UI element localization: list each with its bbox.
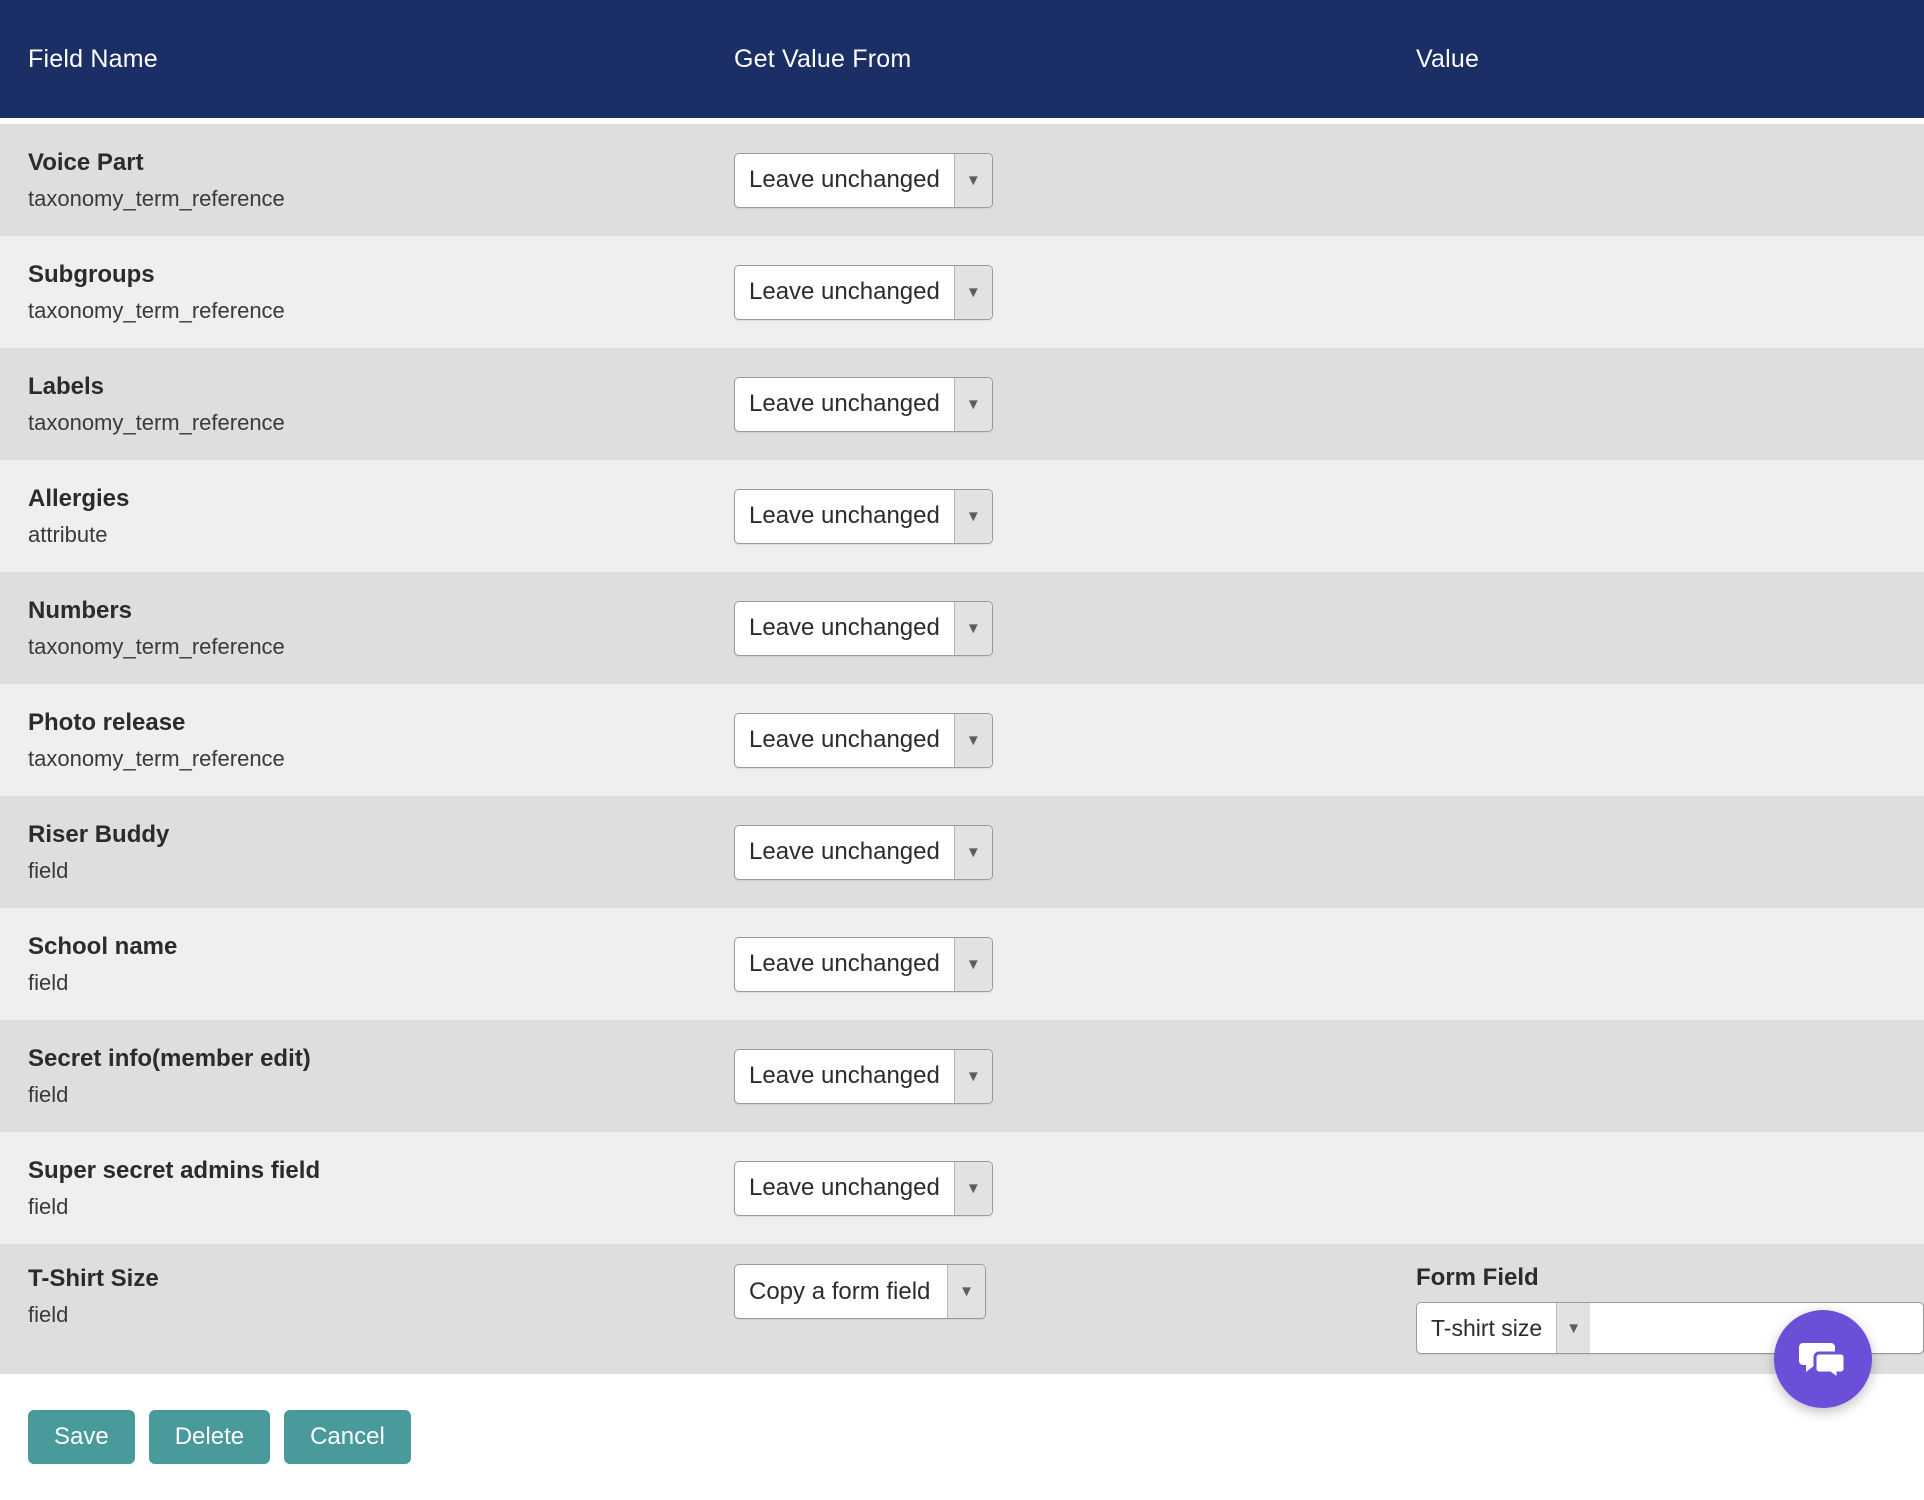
chevron-down-icon: ▼ [954, 714, 992, 767]
get-value-from-select[interactable] [734, 713, 993, 768]
get-value-from-select-value: Leave unchanged [749, 950, 940, 977]
get-value-from-select[interactable] [734, 153, 993, 208]
get-value-from-select[interactable] [734, 489, 993, 544]
field-label: T-Shirt Size [28, 1265, 159, 1292]
get-value-from-select[interactable] [734, 1161, 993, 1216]
field-label: Riser Buddy [28, 820, 170, 848]
get-value-from-select-value: Leave unchanged [749, 1174, 940, 1201]
field-name-cell [28, 1044, 734, 1108]
field-type: taxonomy_term_reference [28, 745, 285, 771]
chevron-down-icon: ▼ [954, 154, 992, 207]
field-label: Labels [28, 372, 105, 400]
table-row [0, 236, 1924, 348]
column-header-field-name: Field Name [28, 44, 158, 73]
table-row [0, 1020, 1924, 1132]
field-type: field [28, 1193, 69, 1219]
get-value-from-cell [734, 825, 1416, 880]
form-field-label: Form Field [1416, 1264, 1539, 1291]
get-value-from-select-value: Leave unchanged [749, 390, 940, 417]
table-header-row [0, 0, 1924, 118]
field-type: taxonomy_term_reference [28, 633, 285, 659]
table-row [0, 348, 1924, 460]
chevron-down-icon: ▼ [954, 938, 992, 991]
get-value-from-select-value: Leave unchanged [749, 726, 940, 753]
field-name-cell [28, 260, 734, 324]
chevron-down-icon: ▼ [954, 602, 992, 655]
chevron-down-icon: ▼ [954, 826, 992, 879]
table-row [0, 1244, 1924, 1374]
form-field-select-value: T-shirt size [1431, 1314, 1543, 1341]
table-row [0, 572, 1924, 684]
get-value-from-select[interactable] [734, 265, 993, 320]
field-name-cell [28, 1264, 734, 1328]
field-type: taxonomy_term_reference [28, 185, 285, 211]
field-type: field [28, 1081, 69, 1107]
get-value-from-select[interactable] [734, 377, 993, 432]
field-name-cell [28, 484, 734, 548]
get-value-from-cell [734, 1161, 1416, 1216]
field-label: Allergies [28, 484, 130, 512]
field-type: taxonomy_term_reference [28, 297, 285, 323]
get-value-from-cell [734, 153, 1416, 208]
field-type: taxonomy_term_reference [28, 409, 285, 435]
get-value-from-select-value: Leave unchanged [749, 166, 940, 193]
get-value-from-cell [734, 713, 1416, 768]
table-row [0, 796, 1924, 908]
delete-button[interactable]: Delete [149, 1410, 270, 1464]
field-label: Super secret admins field [28, 1156, 321, 1184]
field-type: field [28, 1302, 69, 1327]
table-row [0, 684, 1924, 796]
chevron-down-icon: ▼ [1556, 1303, 1590, 1353]
field-label: Subgroups [28, 260, 155, 288]
field-name-cell [28, 148, 734, 212]
get-value-from-select-value: Leave unchanged [749, 502, 940, 529]
chevron-down-icon: ▼ [954, 1162, 992, 1215]
get-value-from-cell [734, 489, 1416, 544]
chevron-down-icon: ▼ [954, 266, 992, 319]
chat-icon[interactable] [1774, 1310, 1872, 1408]
field-name-cell [28, 372, 734, 436]
get-value-from-select-value: Copy a form field [749, 1277, 931, 1305]
get-value-from-cell [734, 265, 1416, 320]
field-name-cell [28, 932, 734, 996]
get-value-from-select-value: Leave unchanged [749, 1062, 940, 1089]
get-value-from-select[interactable] [734, 1049, 993, 1104]
field-type: field [28, 969, 69, 995]
field-label: School name [28, 932, 178, 960]
get-value-from-select-value: Leave unchanged [749, 614, 940, 641]
table-row [0, 124, 1924, 236]
get-value-from-cell [734, 377, 1416, 432]
field-type: field [28, 857, 69, 883]
field-name-cell [28, 1156, 734, 1220]
save-button[interactable]: Save [28, 1410, 135, 1464]
field-label: Voice Part [28, 148, 144, 176]
field-label: Numbers [28, 596, 133, 624]
chevron-down-icon: ▼ [954, 1050, 992, 1103]
get-value-from-select-value: Leave unchanged [749, 838, 940, 865]
get-value-from-select[interactable] [734, 825, 993, 880]
table-row [0, 460, 1924, 572]
get-value-from-cell [734, 937, 1416, 992]
table-row [0, 908, 1924, 1020]
field-name-cell [28, 708, 734, 772]
chevron-down-icon: ▼ [954, 378, 992, 431]
field-name-cell [28, 820, 734, 884]
get-value-from-cell [734, 1049, 1416, 1104]
field-name-cell [28, 596, 734, 660]
form-actions [0, 1374, 1924, 1464]
table-row [0, 1132, 1924, 1244]
column-header-get-value-from: Get Value From [734, 44, 912, 73]
get-value-from-select[interactable] [734, 937, 993, 992]
field-type: attribute [28, 521, 108, 547]
chevron-down-icon: ▼ [947, 1265, 985, 1318]
field-label: Secret info(member edit) [28, 1044, 311, 1072]
chevron-down-icon: ▼ [954, 490, 992, 543]
get-value-from-cell [734, 1264, 1416, 1319]
get-value-from-cell [734, 601, 1416, 656]
get-value-from-select-value: Leave unchanged [749, 278, 940, 305]
get-value-from-select[interactable] [734, 601, 993, 656]
field-label: Photo release [28, 708, 186, 736]
get-value-from-select[interactable] [734, 1264, 986, 1319]
cancel-button[interactable]: Cancel [284, 1410, 411, 1464]
column-header-value: Value [1416, 44, 1480, 73]
